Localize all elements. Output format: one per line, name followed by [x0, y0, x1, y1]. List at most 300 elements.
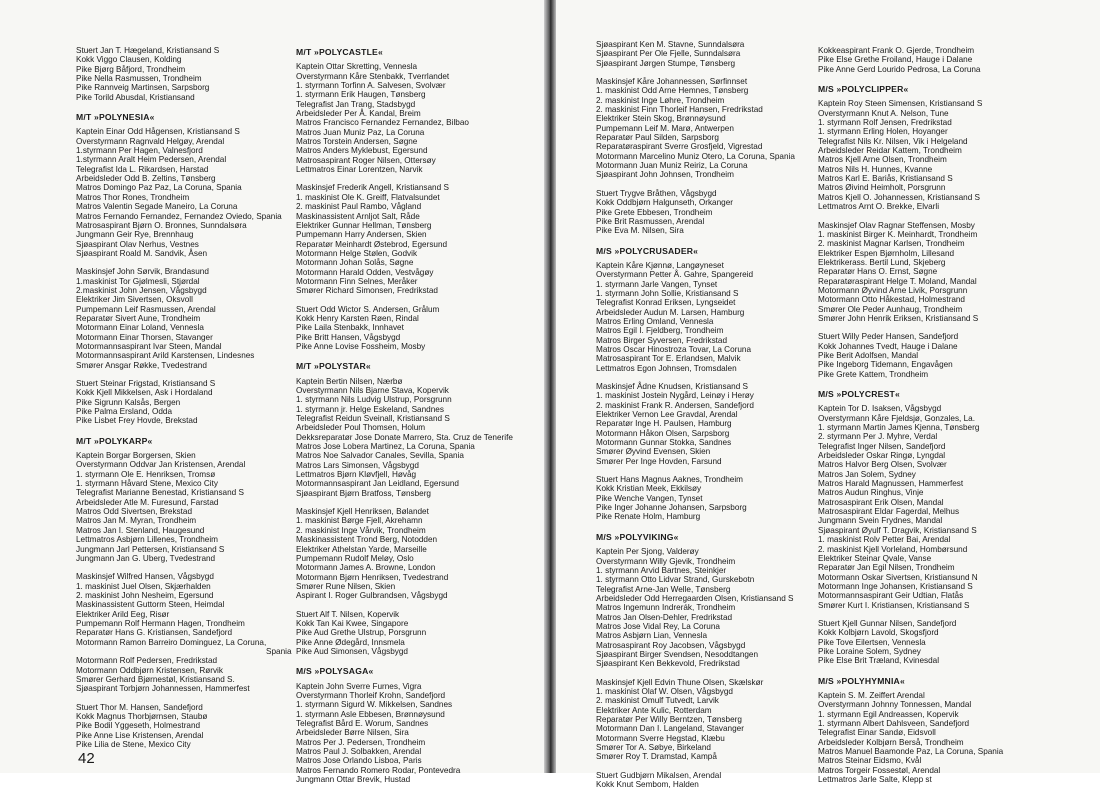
crew-entry: Motormann Helge Stølen, Godvik: [296, 248, 418, 258]
block-spacer: [596, 180, 795, 189]
crew-entry: Motormann Otto Håkestad, Holmestrand: [818, 295, 965, 305]
crew-entry: Pike Anne Gerd Lourido Pedrosa, La Coruna: [818, 64, 981, 74]
crew-entry: Kaptein Tor D. Isaksen, Vågsbygd: [818, 404, 942, 414]
block-spacer: [596, 762, 795, 771]
crew-entry: Motormannsaspirant Geir Udtian, Flatås: [818, 591, 964, 601]
crew-entry: Motormannsaspirant Arild Karstensen, Lindesnes: [76, 351, 255, 361]
crew-entry: Pike Rannveig Martinsen, Sarpsborg: [76, 83, 210, 93]
crew-entry: 2. maskinist Paul Rambo, Vågland: [296, 202, 422, 212]
crew-entry: Pike Aud Simonsen, Vågsbygd: [296, 646, 408, 656]
crew-entry: Lettmatros Einar Lorentzen, Narvik: [296, 165, 423, 175]
crew-entry: Pumpemann Harry Andersen, Skien: [296, 230, 427, 240]
crew-entry: Maskinsjef Wilfred Hansen, Vågsbygd: [76, 572, 214, 582]
crew-entry: Matros Oscar Hinostroza Tovar, La Coruna: [596, 344, 752, 354]
block-spacer: [818, 212, 1003, 221]
crew-entry: 2. maskinist Magnar Karlsen, Trondheim: [818, 239, 965, 249]
crew-entry: Overstyrmann Oddvar Jan Kristensen, Arendal: [76, 460, 246, 470]
crew-entry: Elektrikerass. Bertil Lund, Skjeberg: [818, 257, 946, 267]
crew-entry: Matros Nils H. Hunnes, Kvanne: [818, 164, 933, 174]
crew-entry: Matros Noe Salvador Canales, Sevilla, Spania: [296, 451, 464, 461]
crew-entry: Matros Anders Myklebust, Egersund: [296, 146, 428, 156]
crew-entry: 2. maskinist Inge Vårvik, Trondheim: [296, 525, 426, 535]
crew-entry: Aspirant I. Roger Gulbrandsen, Vågsbygd: [296, 591, 448, 601]
crew-entry: Kaptein Per Sjong, Valderøy: [596, 547, 699, 557]
crew-entry: Pike Anne Lovise Fossheim, Mosby: [296, 341, 426, 351]
crew-entry: Telegrafist Konrad Eriksen, Lyngseidet: [596, 298, 736, 308]
crew-entry: Pike Britt Hansen, Vågsbygd: [296, 332, 401, 342]
crew-entry: Matros Steinar Eidsmo, Kvål: [818, 756, 922, 766]
crew-entry: Motormann Juan Muniz Reiriz, La Coruna: [596, 161, 748, 171]
crew-entry: Motormann Sverre Hegstad, Klæbu: [596, 733, 725, 743]
crew-entry: Elektriker Ante Kulic, Rotterdam: [596, 705, 712, 715]
crew-entry: Motormann Rolf Pedersen, Fredrikstad: [76, 656, 218, 666]
crew-entry: 2. styrmann Per J. Myhre, Verdal: [818, 432, 938, 442]
book-gutter: [544, 0, 556, 773]
crew-entry: Reparatøraspirant Sverre Grosfjeld, Vigrestad: [596, 142, 763, 152]
crew-entry: Overstyrmann Kåre Fjeldsjø, Gonzales, La.: [818, 413, 975, 423]
crew-entry: 1. styrmann Asle Ebbesen, Brønnøysund: [296, 709, 445, 719]
crew-entry: Matros Ingemunn Indrerák, Trondheim: [596, 603, 736, 613]
crew-entry: Kokk Viggo Clausen, Kolding: [76, 55, 182, 65]
crew-entry: Sjøaspirant Bjørn Bratfoss, Tønsberg: [296, 488, 431, 498]
crew-entry: Matros Harald Magnussen, Hammerfest: [818, 479, 964, 489]
crew-entry: Kaptein S. M. Zeiffert Arendal: [818, 690, 925, 700]
crew-entry: Pike Bodil Yggeseth, Holmestrand: [76, 721, 201, 731]
crew-entry: Matrosaspirant Roger Nilsen, Ottersøy: [296, 155, 436, 165]
crew-entry: Matros Fernando Romero Rodar, Pontevedra: [296, 765, 461, 775]
crew-entry: 1. maskinist Jostein Nygård, Leinøy i Herøy: [596, 391, 754, 401]
crew-entry: Reparatør Sivert Aune, Trondheim: [76, 313, 201, 323]
crew-entry: 2.maskinist John Jensen, Vågsbygd: [76, 285, 207, 295]
crew-entry: Maskinsjef John Sørvik, Brandasund: [76, 267, 209, 277]
crew-entry: Matros Fernando Fernandez, Fernandez Oviedo, Spania: [76, 211, 282, 221]
crew-entry: Kaptein Roy Steen Simensen, Kristiansand S: [818, 99, 983, 109]
crew-entry: Arbeidsleder Odd B. Zeltins, Tønsberg: [76, 174, 216, 184]
crew-entry: Stuert Jan T. Hægeland, Kristiansand S: [76, 46, 220, 55]
crew-entry: Matrosaspirant Bjørn O. Bronnes, Sunndalsøra: [76, 220, 247, 230]
crew-entry: Matros Torgeir Fossestøl, Arendal: [818, 765, 941, 775]
crew-entry: Arbeidsleder Audun M. Larsen, Hamburg: [596, 307, 745, 317]
crew-entry: 1. styrmann Torfinn A. Salvesen, Svolvær: [296, 81, 446, 91]
ship-heading: M/S »POLYSAGA«: [296, 666, 374, 677]
crew-entry: Motormann Gunnar Stokka, Sandnes: [596, 438, 732, 448]
crew-entry: Smører Ansgar Røkke, Tvedestrand: [76, 360, 207, 370]
crew-entry: Stuert Odd Wictor S. Andersen, Grålum: [296, 304, 440, 314]
crew-entry: Kokk Oddbjørn Halgunseth, Orkanger: [596, 198, 733, 208]
crew-entry: Stuert Alf T. Nilsen, Kopervik: [296, 609, 400, 619]
crew-entry: Elektriker Gunnar Hellman, Tønsberg: [296, 220, 432, 230]
crew-entry: Maskinsjef Kjell Edvin Thune Olsen, Skælskør: [596, 677, 764, 687]
crew-entry: Matros Kjell O. Johannessen, Kristiansand S: [818, 192, 981, 202]
crew-entry: Jungmann Ottar Brevik, Hustad: [296, 775, 411, 785]
crew-entry: Kaptein Ottar Skretting, Vennesla: [296, 62, 418, 72]
crew-entry: Lettmatros Jarle Salte, Klepp st: [818, 775, 932, 785]
crew-entry: Matros Jan I. Stenland, Haugesund: [76, 525, 205, 535]
block-spacer: [818, 666, 1003, 675]
crew-entry: Matros Egil I. Fjeldberg, Trondheim: [596, 326, 724, 336]
crew-entry: Sjøaspirant Torbjørn Johannessen, Hammerfest: [76, 684, 250, 694]
crew-entry: Matros Audun Ringhus, Vinje: [818, 488, 924, 498]
column-1: [76, 46, 292, 749]
crew-entry: Sjøaspirant Jørgen Stumpe, Tønsberg: [596, 58, 736, 68]
crew-entry: Elektriker Athelstan Yarde, Marseille: [296, 544, 427, 554]
crew-entry: 2. maskinist Inge Løhre, Trondheim: [596, 95, 725, 105]
crew-entry: Telegrafist Jan Trang, Stadsbygd: [296, 99, 416, 109]
ship-heading: M/T »POLYKARP«: [76, 435, 153, 446]
crew-entry: 1.styrmann Aralt Heim Pedersen, Arendal: [76, 155, 227, 165]
block-spacer: [76, 694, 292, 703]
crew-entry: Kokk Kolbjørn Lavold, Skogsfjord: [818, 628, 939, 638]
crew-entry: Reparatøraspirant Helge T. Moland, Mandal: [818, 276, 977, 286]
crew-entry: Kokk Johannes Tvedt, Hauge i Dalane: [818, 341, 958, 351]
crew-entry: 1. maskinist Odd Arne Hemnes, Tønsberg: [596, 86, 749, 96]
crew-entry: Stuert Trygve Bråthen, Vågsbygd: [596, 188, 717, 198]
crew-entry: Jungmann Svein Frydnes, Mandal: [818, 516, 943, 526]
ship-heading: M/S »POLYVIKING«: [596, 531, 679, 542]
crew-entry: Pike Eva M. Nilsen, Sira: [596, 226, 684, 236]
crew-entry: Kaptein Bertin Nilsen, Nærbø: [296, 376, 403, 386]
crew-entry: Pike Brit Rasmussen, Arendal: [596, 216, 705, 226]
crew-entry: Motormann Øyvind Arne Livik, Porsgrunn: [818, 285, 968, 295]
block-spacer: [818, 323, 1003, 332]
crew-entry: Smører John Henrik Eriksen, Kristiansand S: [818, 313, 979, 323]
crew-entry: Sjøaspirant Per Ole Fjelle, Sunndalsøra: [596, 49, 741, 59]
crew-entry: Smører Roy T. Dramstad, Kampå: [596, 752, 717, 762]
block-spacer: [76, 258, 292, 267]
crew-entry: Pike Palma Ersland, Odda: [76, 407, 173, 417]
crew-entry: Matros Kjell Arne Olsen, Trondheim: [818, 155, 947, 165]
crew-entry: Motormann James A. Browne, London: [296, 563, 436, 573]
crew-entry: Pike Nella Rasmussen, Trondheim: [76, 74, 202, 84]
crew-entry: 1. styrmann Sigurd W. Mikkelsen, Sandnes: [296, 700, 453, 710]
ship-heading: M/S »POLYCREST«: [818, 389, 900, 399]
block-spacer: [296, 601, 513, 610]
crew-entry: Pike Sigrunn Kalsås, Bergen: [76, 397, 181, 407]
crew-entry: Matros Paul J. Solbakken, Arendal: [296, 747, 422, 757]
block-spacer: [296, 351, 513, 360]
crew-entry: Motormann Einar Loland, Vennesla: [76, 323, 204, 333]
crew-entry: Lettmatros Arnt O. Brekke, Elvarli: [818, 202, 940, 212]
crew-entry: Lettmatros Bjørn Kløvfjell, Høvåg: [296, 470, 417, 480]
crew-entry: 2. maskinist Kjell Vorleland, Hombørsund: [818, 544, 968, 554]
crew-entry: Matros Øivind Heimholt, Porsgrunn: [818, 183, 946, 193]
crew-entry: 1. styrmann Nils Ludvig Ulstrup, Porsgrunn: [296, 395, 452, 405]
crew-entry: Motormann Einar Thorsen, Stavanger: [76, 332, 213, 342]
crew-entry: Reparatør Paul Silden, Sarpsborg: [596, 133, 719, 143]
crew-entry: Sjøaspirant Ken Bekkevold, Fredrikstad: [596, 659, 740, 669]
crew-entry: Smører Ole Peder Aunhaug, Trondheim: [818, 304, 963, 314]
crew-entry: Elektriker Arild Eeg, Risør: [76, 609, 170, 619]
crew-entry: 1. styrmann Egil Andreassen, Kopervik: [818, 709, 959, 719]
crew-entry: Matros Manuel Baamonde Paz, La Coruna, Spania: [818, 747, 1004, 757]
crew-entry: Matros Jose Orlando Lisboa, Paris: [296, 756, 422, 766]
crew-entry: Elektriker Espen Bjørnholm, Lillesand: [818, 248, 955, 258]
crew-entry: Jungmann Geir Rye, Brennhaug: [76, 230, 194, 240]
crew-entry: Pumpemann Rolf Hermann Hagen, Trondheim: [76, 618, 245, 628]
crew-entry: Kaptein Einar Odd Hågensen, Kristiansand S: [76, 127, 240, 137]
crew-entry: Reparatør Hans G. Kristiansen, Sandefjord: [76, 628, 233, 638]
crew-entry: Motormann Håkon Olsen, Sarpsborg: [596, 428, 730, 438]
crew-entry: Overstyrmann Knut A. Nelson, Tune: [818, 108, 949, 118]
crew-entry: Pike Laila Stenbakk, Innhavet: [296, 323, 404, 333]
crew-entry: Matros Odd Sivertsen, Brekstad: [76, 507, 193, 517]
crew-entry: Pumpemann Rudolf Meløy, Oslo: [296, 553, 414, 563]
crew-entry: Sjøaspirant Ken M. Stavne, Sunndalsøra: [596, 40, 745, 49]
column-4: [818, 46, 1003, 784]
crew-entry: 1.maskinist Tor Gjølmesli, Stjørdal: [76, 276, 200, 286]
crew-entry: Motormann Finn Selnes, Meråker: [296, 276, 418, 286]
crew-entry: Motormann Inge Johansen, Kristiansand S: [818, 581, 973, 591]
crew-entry: Maskinassistent Guttorm Steen, Heimdal: [76, 600, 225, 610]
column-3: [596, 40, 795, 789]
crew-entry: Sjøaspirant Roald M. Sandvik, Åsen: [76, 248, 208, 258]
crew-entry: Matros Francisco Fernandez Fernandez, Bilbao: [296, 118, 469, 128]
crew-entry: Kokk Magnus Thorbjørnsen, Staubø: [76, 712, 208, 721]
crew-entry: 1. maskinist Børge Fjell, Akrehamn: [296, 516, 423, 526]
crew-entry: 1. styrmann Rolf Jensen, Fredrikstad: [818, 118, 952, 128]
crew-entry: Matros Jan Solem, Sydney: [818, 469, 916, 479]
crew-entry: Telegrafist Arne-Jan Welle, Tønsberg: [596, 584, 731, 594]
block-spacer: [296, 498, 513, 507]
crew-entry: Pike Renate Holm, Hamburg: [596, 512, 701, 522]
crew-entry: 1. styrmann Arvid Bartnes, Steinkjer: [596, 565, 727, 575]
crew-entry: Matros Domingo Paz Paz, La Coruna, Spania: [76, 183, 242, 193]
crew-entry: Pike Lilia de Stene, Mexico City: [76, 740, 191, 750]
crew-entry: Kaptein Kåre Kjønnø, Langøyneset: [596, 260, 724, 270]
crew-entry: Motormann Johan Solås, Søgne: [296, 258, 414, 268]
crew-entry: Stuert Thor M. Hansen, Sandefjord: [76, 702, 203, 712]
crew-entry: 1. styrmann John Sollie, Kristiansand S: [596, 288, 739, 298]
crew-entry: Matros Valentin Segade Maneiro, La Coruna: [76, 202, 238, 212]
ship-heading: M/S »POLYCLIPPER«: [818, 84, 909, 95]
crew-entry: Matros Juan Muniz Paz, La Coruna: [296, 127, 425, 137]
crew-entry: Motormann Dan I. Langeland, Stavanger: [596, 724, 744, 734]
crew-entry: Smører Per Inge Hovden, Farsund: [596, 456, 722, 466]
crew-entry: Smører Kurt I. Kristiansen, Kristiansand S: [818, 600, 970, 610]
crew-entry: Elektriker Stein Skog, Brønnøysund: [596, 114, 726, 124]
crew-entry: Telegrafist Nils Kr. Nilsen, Vik i Helgeland: [818, 136, 968, 146]
crew-entry: Overstyrmann Kåre Stenbakk, Tverrlandet: [296, 71, 450, 81]
crew-entry: 1. maskinist Ole K. Greiff, Flatvalsundet: [296, 192, 440, 202]
crew-entry: Spania: [266, 646, 292, 656]
crew-entry: Matrosaspirant Roy Jacobsen, Vågsbygd: [596, 640, 746, 650]
block-spacer: [76, 426, 292, 435]
crew-entry: Reparatør Per Willy Berntzen, Tønsberg: [596, 715, 742, 724]
page-number: 42: [78, 750, 95, 767]
crew-entry: Overstyrmann Petter Å. Gahre, Spangereid: [596, 270, 754, 280]
crew-entry: Pike Berit Adolfsen, Mandal: [818, 350, 919, 360]
crew-entry: 1.styrmann Per Hagen, Valnesfjord: [76, 146, 203, 156]
crew-entry: Matros Jan M. Myran, Trondheim: [76, 516, 197, 526]
crew-entry: Smører Gerhard Bjørnestøl, Kristiansand S.: [76, 674, 235, 684]
crew-entry: Jungmann Jarl Pettersen, Kristiansand S: [76, 544, 225, 554]
crew-entry: Arbeidsleder Børre Nilsen, Sira: [296, 728, 409, 738]
crew-entry: Matros Jose Vidal Rey, La Coruna: [596, 621, 720, 631]
crew-entry: Jungmann Jan G. Uberg, Tvedestrand: [76, 553, 216, 563]
crew-entry: Pike Tove Eilertsen, Vennesla: [818, 637, 926, 647]
crew-entry: Pike Grete Ebbesen, Trondheim: [596, 207, 713, 217]
block-spacer: [818, 610, 1003, 619]
crew-entry: 1. styrmann jr. Helge Eskeland, Sandnes: [296, 404, 444, 414]
crew-entry: Matros Birger Syversen, Fredrikstad: [596, 335, 728, 345]
crew-entry: Maskinsjef Olav Ragnar Steffensen, Mosby: [818, 220, 975, 230]
crew-entry: Pike Loraine Solem, Sydney: [818, 646, 921, 656]
crew-entry: Motormann Oddbjørn Kristensen, Rørvik: [76, 665, 223, 675]
crew-entry: Pike Lisbet Frey Hovde, Brekstad: [76, 416, 198, 426]
crew-entry: Matros Thor Rones, Trondheim: [76, 192, 190, 202]
crew-entry: Pike Bjørg Båfjord, Trondheim: [76, 64, 186, 74]
crew-entry: Arbeidsleder Poul Thomsen, Holum: [296, 423, 426, 433]
crew-entry: Smører Øyvind Evensen, Skien: [596, 447, 711, 457]
crew-entry: Motormann Oskar Sivertsen, Kristiansund N: [818, 572, 978, 582]
crew-entry: Pike Grete Kattem, Trondheim: [818, 369, 929, 379]
crew-entry: Pike Else Brit Træland, Kvinesdal: [818, 656, 940, 666]
crew-entry: Pike Inger Johanne Johansen, Sarpsborg: [596, 503, 747, 513]
crew-entry: 2. maskinist John Nesheim, Egersund: [76, 590, 214, 600]
block-spacer: [596, 373, 795, 382]
crew-entry: Telegrafist Reidun Sveinall, Kristiansand S: [296, 414, 450, 424]
crew-entry: Sjøaspirant John Johnsen, Trondheim: [596, 170, 734, 180]
crew-entry: Matrosaspirant Erik Olsen, Mandal: [818, 497, 944, 507]
ship-heading: M/S »POLYHYMNIA«: [818, 675, 905, 686]
crew-entry: Kaptein Borgar Borgersen, Skien: [76, 451, 196, 461]
crew-entry: Overstyrmann Thorleif Krohn, Sandefjord: [296, 690, 446, 700]
crew-entry: Elektriker Jim Sivertsen, Oksvoll: [76, 295, 193, 305]
crew-entry: Maskinsjef Kjell Henriksen, Bølandet: [296, 507, 429, 517]
crew-entry: 1. maskinist Birger K. Meinhardt, Trondheim: [818, 229, 978, 239]
crew-entry: 1. styrmann Håvard Stene, Mexico City: [76, 479, 218, 489]
crew-entry: 1. styrmann Otto Lidvar Strand, Gurskebotn: [596, 575, 755, 585]
crew-entry: Maskinsjef Ådne Knudsen, Kristiansand S: [596, 382, 749, 391]
crew-entry: Pike Aud Grethe Ulstrup, Porsgrunn: [296, 628, 427, 638]
crew-entry: Pike Anne Ødegård, Innsmela: [296, 637, 405, 647]
crew-entry: Motormann Bjørn Henriksen, Tvedestrand: [296, 572, 449, 582]
crew-entry: Motormannsaspirant Ivar Steen, Mandal: [76, 341, 222, 351]
crew-entry: Elektriker Steinar Qvale, Vanse: [818, 553, 932, 563]
ship-heading: M/T »POLYNESIA«: [76, 112, 155, 123]
crew-entry: Telegrafist Einar Sandø, Eidsvoll: [818, 728, 936, 738]
crew-entry: Arbeidsleder Oskar Ringø, Lyngdal: [818, 451, 946, 461]
block-spacer: [596, 466, 795, 475]
crew-entry: 2. maskinist Frank R. Andersen, Sandefjord: [596, 400, 754, 410]
crew-entry: Pumpemann Leif M. Marø, Antwerpen: [596, 123, 734, 133]
crew-entry: Reparatør Meinhardt Østebrod, Egersund: [296, 239, 448, 249]
crew-entry: Overstyrmann Johnny Tonnessen, Mandal: [818, 700, 972, 710]
ship-heading: M/S »POLYCRUSADER«: [596, 245, 699, 256]
crew-entry: Sjøaspirant Birger Svendsen, Nesoddtangen: [596, 649, 759, 659]
crew-entry: Arbeidsleder Per Å. Kandal, Breim: [296, 109, 421, 119]
crew-entry: Pike Torild Abusdal, Kristiansand: [76, 92, 195, 102]
block-spacer: [296, 174, 513, 183]
crew-entry: Stuert Kjell Gunnar Nilsen, Sandefjord: [818, 618, 957, 628]
crew-entry: Overstyrmann Willy Gjevik, Trondheim: [596, 556, 736, 566]
crew-entry: Elektriker Vernon Lee Gravdal, Arendal: [596, 410, 738, 420]
block-spacer: [296, 656, 513, 665]
crew-entry: Matros Jan Olsen-Dehler, Fredrikstad: [596, 612, 733, 622]
crew-entry: Reparatør Inge H. Paulsen, Hamburg: [596, 419, 732, 429]
block-spacer: [296, 296, 513, 305]
block-spacer: [596, 522, 795, 531]
crew-entry: Arbeidsleder Odd Herregaarden Olsen, Kristiansand S: [596, 593, 794, 603]
crew-entry: Maskinassistent Trond Berg, Notodden: [296, 535, 438, 545]
crew-entry: 1. maskinist Olaf W. Olsen, Vågsbygd: [596, 686, 733, 696]
ship-heading: M/T »POLYCASTLE«: [296, 47, 383, 57]
crew-entry: Lettmatros Asbjørn Lillenes, Trondheim: [76, 535, 218, 545]
crew-entry: 1. maskinist Rolv Petter Bai, Arendal: [818, 535, 951, 545]
crew-entry: Kokk Knut Sembom, Halden: [596, 780, 699, 789]
crew-entry: 1. styrmann Albert Dahlsveen, Sandefjord: [818, 719, 970, 728]
crew-entry: 2. maskinist Finn Thorleif Hansen, Fredrikstad: [596, 105, 763, 115]
crew-entry: Reparatør Jan Egil Nilsen, Trondheim: [818, 563, 955, 573]
crew-entry: Stuert Hans Magnus Aaknes, Trondheim: [596, 475, 743, 485]
crew-entry: Motormann Harald Odden, Vestvågøy: [296, 267, 434, 277]
crew-entry: Overstyrmann Ragnvald Helgøy, Arendal: [76, 136, 225, 146]
crew-entry: Kokkeaspirant Frank O. Gjerde, Trondheim: [818, 46, 975, 55]
crew-entry: 1. styrmann Ole E. Henriksen, Tromsø: [76, 469, 216, 479]
crew-entry: 1. maskinist Juel Olsen, Skjærhalden: [76, 581, 211, 591]
crew-entry: Kokk Kjell Mikkelsen, Ask i Hordaland: [76, 388, 213, 398]
crew-entry: Arbeidsleder Kolbjørn Berså, Trondheim: [818, 737, 964, 747]
crew-entry: Pike Anne Lise Kristensen, Arendal: [76, 730, 204, 740]
crew-entry: Lettmatros Egon Johnsen, Tromsdalen: [596, 363, 737, 373]
crew-entry: 1. styrmann Martin James Kjenna, Tønsberg: [818, 423, 980, 433]
crew-entry: Matros Jose Lobera Martinez, La Coruna, Spania: [296, 442, 475, 452]
crew-entry: Matros Halvor Berg Olsen, Svolvær: [818, 460, 947, 470]
crew-entry: Kokk Tan Kai Kwee, Singapore: [296, 618, 409, 628]
crew-entry: Maskinsjef Frederik Angell, Kristiansand S: [296, 183, 449, 193]
block-spacer: [818, 379, 1003, 388]
crew-entry: 1. styrmann Jarle Vangen, Tynset: [596, 279, 718, 289]
crew-entry: Maskinassistent Arnljot Salt, Råde: [296, 211, 420, 221]
crew-entry: Matros Per J. Pedersen, Trondheim: [296, 737, 426, 747]
crew-entry: Motormann Ramon Barreiro Dominguez, La Coruna,: [76, 637, 267, 647]
crew-entry: Sjøaspirant Øyulf T. Dragvik, Kristiansand S: [818, 525, 977, 535]
crew-entry: Kaptein John Sverre Furnes, Vigra: [296, 681, 422, 691]
crew-entry: Pumpemann Leif Rasmussen, Arendal: [76, 304, 216, 314]
crew-entry: Matros Erling Omland, Vennesla: [596, 316, 714, 326]
block-spacer: [818, 74, 1003, 83]
crew-entry: Matros Asbjørn Lian, Vennesla: [596, 631, 708, 641]
block-spacer: [596, 236, 795, 245]
crew-entry: Pike Ingeborg Tidemann, Engavågen: [818, 360, 953, 370]
crew-entry: Maskinsjef Kåre Johannessen, Sørfinnset: [596, 77, 748, 87]
crew-entry: Kokk Henry Karsten Røen, Rindal: [296, 313, 419, 323]
crew-entry: Reparatør Hans O. Ernst, Søgne: [818, 267, 938, 277]
crew-entry: Smører Richard Simonsen, Fredrikstad: [296, 286, 438, 296]
crew-entry: Kokk Kristian Meek, Ekkilsøy: [596, 484, 702, 494]
crew-entry: 2. maskinist Omulf Tutvedt, Larvik: [596, 696, 719, 706]
crew-entry: Matrosaspirant Tor E. Erlandsen, Malvik: [596, 354, 741, 364]
crew-entry: 1. styrmann Erik Haugen, Tønsberg: [296, 90, 426, 100]
crew-entry: Smører Tor A. Søbye, Birkeland: [596, 743, 711, 753]
crew-entry: Telegrafist Marianne Benestad, Kristiansand S: [76, 488, 244, 498]
block-spacer: [76, 563, 292, 572]
crew-entry: 1. styrmann Erling Holen, Hoyanger: [818, 127, 948, 137]
crew-entry: Motormann Marcelino Muniz Otero, La Coruna, Spania: [596, 151, 795, 161]
crew-entry: Matros Lars Simonsen, Vågsbygd: [296, 460, 419, 470]
crew-entry: Telegrafist Bård E. Worum, Sandnes: [296, 719, 429, 728]
crew-entry: Pike Else Grethe Froiland, Hauge i Dalane: [818, 55, 973, 65]
crew-entry: Arbeidsleder Atle M. Furesund, Farstad: [76, 497, 219, 507]
crew-entry: Arbeidsleder Reidar Kattem, Trondheim: [818, 146, 962, 156]
crew-entry: Smører Rune Nilsen, Skien: [296, 581, 396, 591]
crew-entry: Matros Karl E. Bariås, Kristiansand S: [818, 174, 953, 184]
crew-entry: Overstyrmann Nils Bjarne Stava, Kopervik: [296, 386, 449, 395]
block-spacer: [596, 669, 795, 678]
crew-entry: Stuert Gudbjørn Mikalsen, Arendal: [596, 770, 722, 780]
crew-entry: Motormannsaspirant Jan Leidland, Egersund: [296, 479, 459, 489]
ship-heading: M/T »POLYSTAR«: [296, 361, 371, 372]
